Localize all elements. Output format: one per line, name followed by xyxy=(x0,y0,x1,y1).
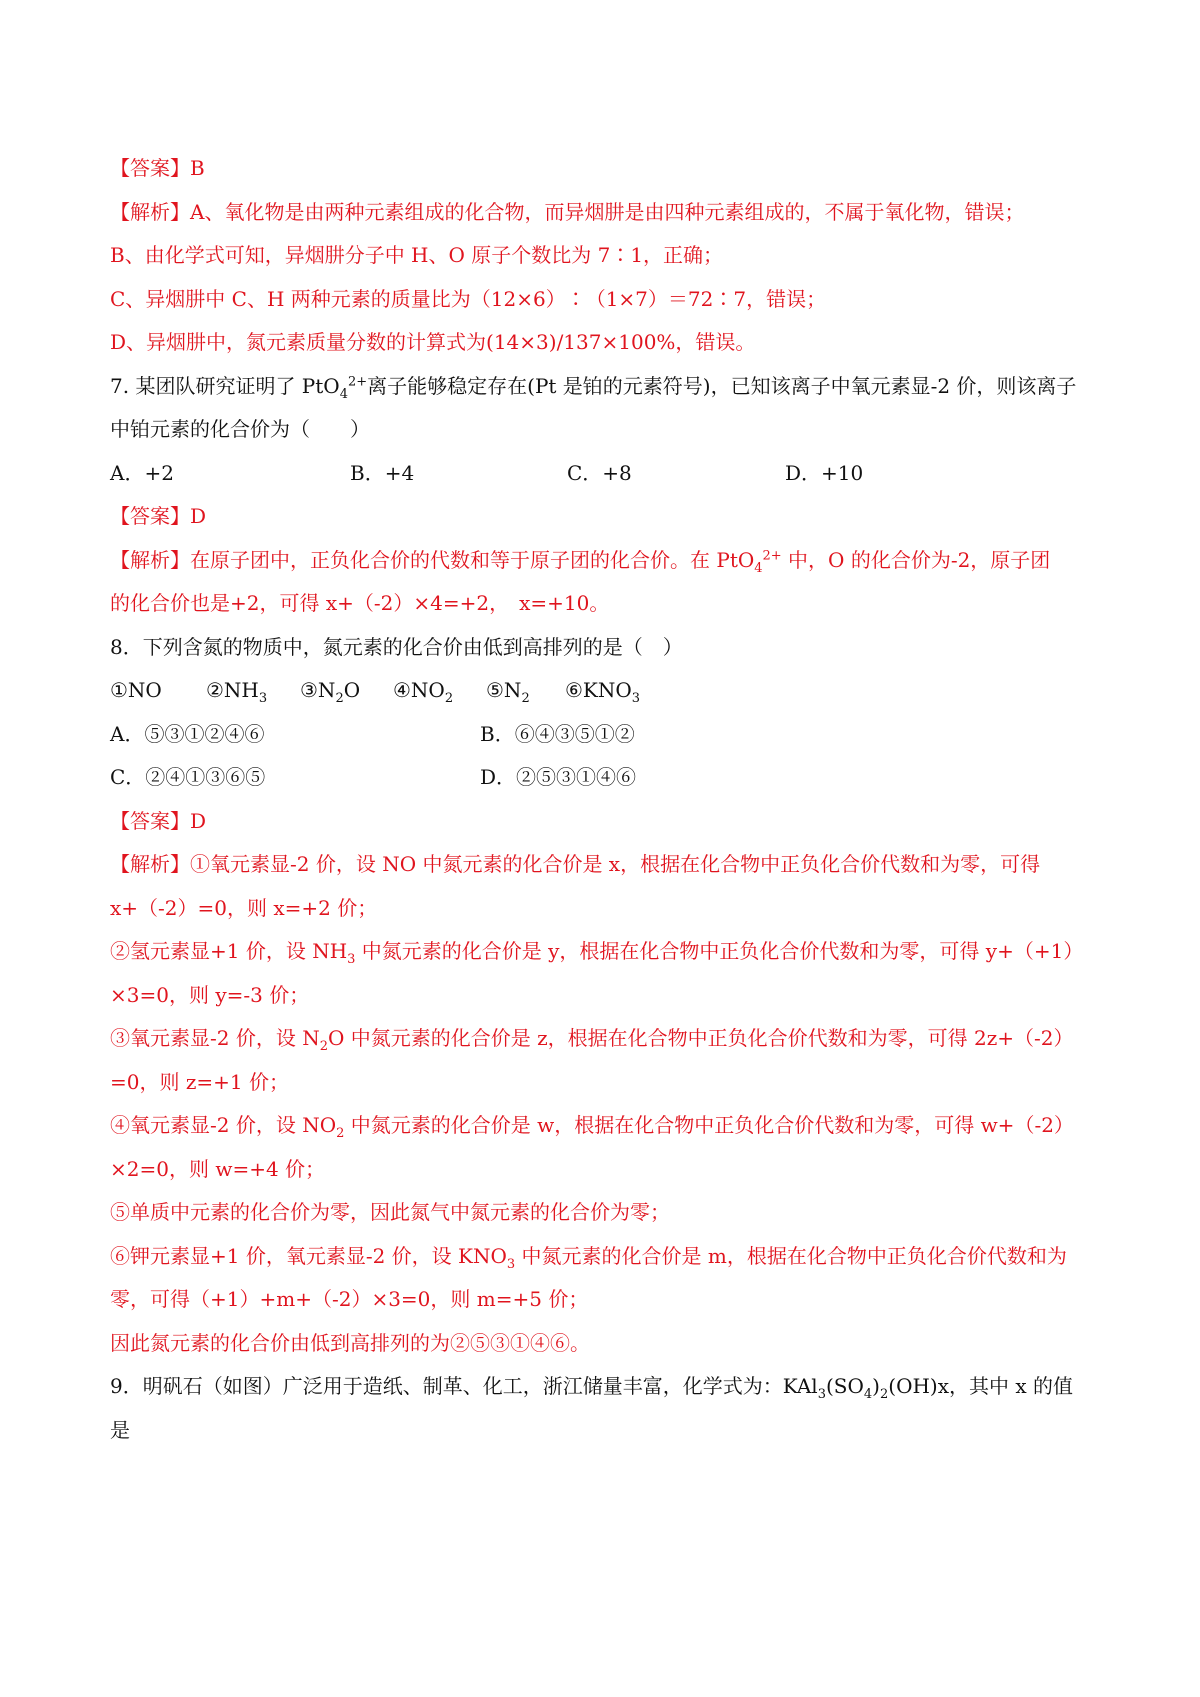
q9-stem-c: ) xyxy=(872,1374,880,1398)
q7-analysis-text-a: 【解析】在原子团中，正负化合价的代数和等于原子团的化合价。在 PtO xyxy=(110,548,755,572)
q6-answer: 【答案】B xyxy=(110,156,205,180)
q8-analysis-l1: 【解析】①氧元素显-2 价，设 NO 中氮元素的化合价是 x，根据在化合物中正负化合价代数和为零，可得 xyxy=(110,852,1041,876)
q6-analysis-a: 【解析】A、氧化物是由两种元素组成的化合物，而异烟肼是由四种元素组成的，不属于氧化物，错误； xyxy=(110,200,1025,224)
q8-answer: 【答案】D xyxy=(110,809,207,833)
q9-sub1: 3 xyxy=(817,1387,826,1402)
q8-option-d: D．②⑤③①④⑥ xyxy=(480,765,637,789)
q8-substance-4-sub: 2 xyxy=(444,691,454,706)
q7-answer: 【答案】D xyxy=(110,504,207,528)
q7-option-d: D．+10 xyxy=(785,461,864,485)
q7-stem xyxy=(110,372,1105,400)
q8-analysis-l5 xyxy=(110,1024,1105,1052)
q7-option-b: B．+4 xyxy=(350,461,415,485)
q7-stem-superscript: 2+ xyxy=(347,374,368,390)
q8-substance-3-sub: 2 xyxy=(335,691,344,706)
q8-analysis-l9: ⑤单质中元素的化合价为零，因此氮气中氮元素的化合价为零； xyxy=(110,1200,670,1224)
q8-analysis-l7-sub: 2 xyxy=(336,1126,345,1141)
q8-analysis-l5-sub: 2 xyxy=(319,1039,328,1054)
q6-analysis-c: C、异烟肼中 C、H 两种元素的质量比为（12×6）∶（1×7）＝72∶7，错误； xyxy=(110,287,827,311)
q8-substance-1: ①NO xyxy=(110,678,162,702)
q8-substance-2 xyxy=(206,676,267,704)
q7-stem-subscript: 4 xyxy=(339,387,348,402)
q8-analysis-l8: ×2=0，则 w=+4 价； xyxy=(110,1157,326,1181)
q8-analysis-l3-a: ②氢元素显+1 价，设 NH xyxy=(110,939,348,963)
q9-sub2: 4 xyxy=(863,1387,873,1402)
q8-option-c: C．②④①③⑥⑤ xyxy=(110,765,266,789)
q7-stem-text-a: 7. 某团队研究证明了 PtO xyxy=(110,374,340,398)
q8-substance-3-text-a: ③N xyxy=(300,678,336,702)
q7-option-c: C．+8 xyxy=(567,461,632,485)
q9-stem-line2: 是 xyxy=(110,1418,130,1442)
q8-substance-5-sub: 2 xyxy=(521,691,530,706)
q8-analysis-l10-b: 中氮元素的化合价是 m，根据在化合物中正负化合价代数和为 xyxy=(515,1244,1067,1268)
q8-analysis-l10 xyxy=(110,1242,1105,1270)
q7-option-a: A．+2 xyxy=(110,461,174,485)
q7-analysis-subscript: 4 xyxy=(754,561,763,576)
q9-stem-a: 9．明矾石（如图）广泛用于造纸、制革、化工，浙江储量丰富，化学式为：KAl xyxy=(110,1374,818,1398)
q8-analysis-l4: ×3=0，则 y=-3 价； xyxy=(110,983,310,1007)
q9-stem-d: (OH)x，其中 x 的值 xyxy=(888,1374,1073,1398)
q8-substance-6-sub: 3 xyxy=(631,691,641,706)
q7-stem-line2: 中铂元素的化合价为（ ） xyxy=(110,417,370,441)
q8-analysis-l11: 零，可得（+1）+m+（-2）×3=0，则 m=+5 价； xyxy=(110,1287,589,1311)
q6-analysis-d: D、异烟肼中，氮元素质量分数的计算式为(14×3)/137×100%，错误。 xyxy=(110,330,756,354)
q9-sub3: 2 xyxy=(879,1387,889,1402)
q8-analysis-l3-sub: 3 xyxy=(347,952,356,967)
q8-stem: 8．下列含氮的物质中，氮元素的化合价由低到高排列的是（ ） xyxy=(110,635,683,659)
q8-substance-5-text: ⑤N xyxy=(486,678,522,702)
q8-substance-2-sub: 3 xyxy=(258,691,268,706)
q7-analysis-superscript: 2+ xyxy=(762,548,782,564)
q8-analysis-l6: =0，则 z=+1 价； xyxy=(110,1070,289,1094)
q8-analysis-l10-a: ⑥钾元素显+1 价，氧元素显-2 价，设 KNO xyxy=(110,1244,507,1268)
q7-analysis xyxy=(110,546,1105,574)
q6-analysis-b: B、由化学式可知，异烟肼分子中 H、O 原子个数比为 7∶1，正确； xyxy=(110,243,724,267)
q8-analysis-l12: 因此氮元素的化合价由低到高排列的为②⑤③①④⑥。 xyxy=(110,1331,590,1355)
q8-analysis-l3 xyxy=(110,937,1105,965)
q8-substance-3 xyxy=(300,676,360,704)
q8-analysis-l7-b: 中氮元素的化合价是 w，根据在化合物中正负化合价代数和为零，可得 w+（-2） xyxy=(344,1113,1074,1137)
q8-substance-6 xyxy=(565,676,640,704)
q8-analysis-l5-a: ③氧元素显-2 价，设 N xyxy=(110,1026,320,1050)
q8-analysis-l3-b: 中氮元素的化合价是 y，根据在化合物中正负化合价代数和为零，可得 y+（+1） xyxy=(355,939,1084,963)
q8-substance-6-text: ⑥KNO xyxy=(565,678,632,702)
q8-analysis-l5-b: O 中氮元素的化合价是 z，根据在化合物中正负化合价代数和为零，可得 2z+（-2） xyxy=(327,1026,1074,1050)
q7-analysis-line2: 的化合价也是+2，可得 x+（-2）×4=+2， x=+10。 xyxy=(110,591,610,615)
q8-analysis-l7 xyxy=(110,1111,1105,1139)
q9-stem-b: (SO xyxy=(825,1374,864,1398)
q8-substance-4-text: ④NO xyxy=(393,678,445,702)
q8-option-b: B．⑥④③⑤①② xyxy=(480,722,635,746)
q8-substance-4 xyxy=(393,676,453,704)
q8-substance-3-text-b: O xyxy=(343,678,361,702)
q8-option-a: A．⑤③①②④⑥ xyxy=(110,722,265,746)
q8-analysis-l10-sub: 3 xyxy=(506,1257,516,1272)
q8-analysis-l7-a: ④氧元素显-2 价，设 NO xyxy=(110,1113,337,1137)
q9-stem xyxy=(110,1372,1105,1400)
q7-stem-text-b: 离子能够稳定存在(Pt 是铂的元素符号)，已知该离子中氧元素显-2 价，则该离子 xyxy=(367,374,1077,398)
q7-analysis-text-b: 中，O 的化合价为-2，原子团 xyxy=(781,548,1051,572)
q8-substance-2-text: ②NH xyxy=(206,678,259,702)
q8-analysis-l2: x+（-2）=0，则 x=+2 价； xyxy=(110,896,378,920)
q8-substance-5 xyxy=(486,676,530,704)
